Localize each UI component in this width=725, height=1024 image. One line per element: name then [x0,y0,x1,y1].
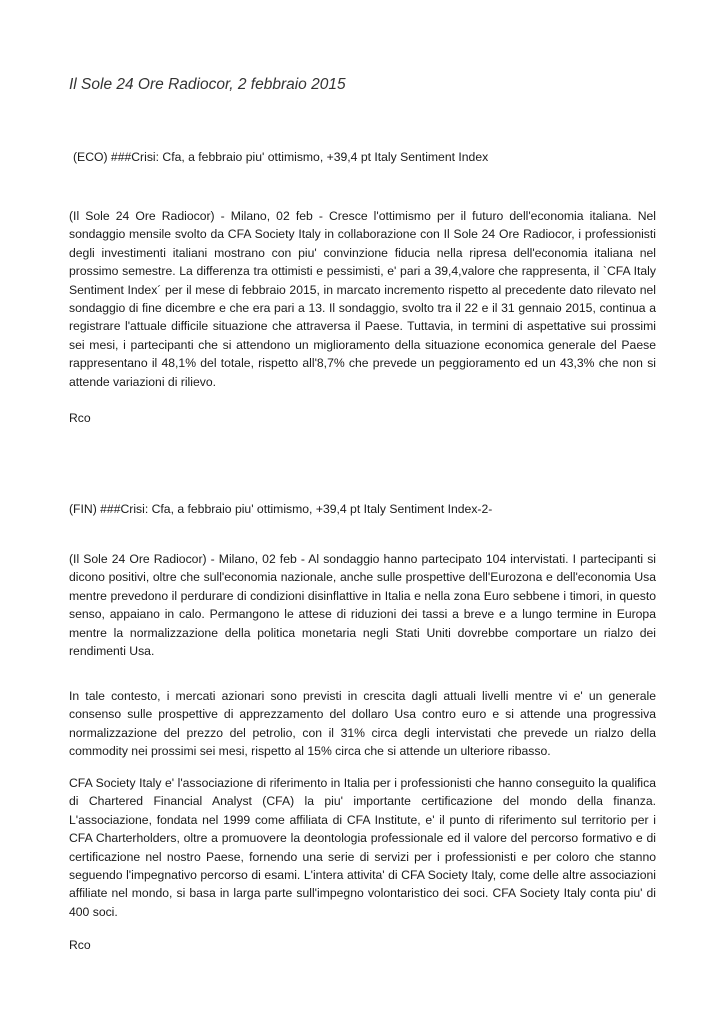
article1-signature: Rco [69,411,91,425]
article1-body: (Il Sole 24 Ore Radiocor) - Milano, 02 feb - Cresce l'ottimismo per il futuro dell'economia italiana. Nel sondaggio mensile svolto da CFA Society Italy in collaborazione con Il Sole 24 Ore Radiocor, i professionisti degli investimenti italiani mostrano con piu' convinzione fiducia nella ripresa dell'economia italiana nel prossimo semestre. La differenza tra ottimisti e pessimisti, e' pari a 39,4,valore che rappresenta, il `CFA Italy Sentiment Index´ per il mese di febbraio 2015, in marcato incremento rispetto al precedente dato rilevato nel sondaggio di fine dicembre e che era pari a 13. Il sondaggio, svolto tra il 22 e il 31 gennaio 2015, continua a registrare l'attuale difficile situazione che attraversa il Paese. Tuttavia, in termini di aspettative sui prossimi sei mesi, i partecipanti che si attendono un miglioramento della situazione economica generale del Paese rappresentano il 48,1% del totale, rispetto all'8,7% che prevede un peggioramento ed un 43,3% che non si attende variazioni di rilievo. [69,209,656,389]
article1-headline: (ECO) ###Crisi: Cfa, a febbraio piu' ottimismo, +39,4 pt Italy Sentiment Index [73,150,489,164]
document-header-title: Il Sole 24 Ore Radiocor, 2 febbraio 2015 [69,76,346,93]
article2-paragraph-2: In tale contesto, i mercati azionari sono previsti in crescita dagli attuali livelli mentre vi e' un generale consenso sulle prospettive di apprezzamento del dollaro Usa contro euro e si attende una progressiva normalizzazione del prezzo del petrolio, con il 31% circa degli intervistati che prevede un rialzo della commodity nei prossimi sei mesi, rispetto al 15% circa che si attende un ulteriore ribasso. [69,689,656,759]
article2-headline: (FIN) ###Crisi: Cfa, a febbraio piu' ottimismo, +39,4 pt Italy Sentiment Index-2- [69,502,493,516]
article2-signature: Rco [69,938,91,952]
article2-paragraph-3: CFA Society Italy e' l'associazione di riferimento in Italia per i professionisti che hanno conseguito la qualifica di Chartered Financial Analyst (CFA) la piu' importante certificazione del mondo della finanza. L'associazione, fondata nel 1999 come affiliata di CFA Institute, e' il punto di riferimento sul territorio per i CFA Charterholders, oltre a promuovere la deontologia professionale ed il valore del percorso formativo e di certificazione nel nostro Paese, fornendo una serie di servizi per i professionisti e per coloro che stanno seguendo l'impegnativo percorso di esami. L'intera attivita' di CFA Society Italy, come delle altre associazioni affiliate nel mondo, si basa in larga parte sull'impegno volontaristico dei soci. CFA Society Italy conta piu' di 400 soci. [69,776,656,919]
article2-paragraph-1: (Il Sole 24 Ore Radiocor) - Milano, 02 feb - Al sondaggio hanno partecipato 104 intervistati. I partecipanti si dicono positivi, oltre che sull'economia nazionale, anche sulle prospettive dell'Eurozona e dell'economia Usa mentre prevedono il perdurare di condizioni disinflattive in Italia e nella zona Euro sebbene i timori, in questo senso, appaiano in calo. Permangono le attese di riduzioni dei tassi a breve e a lungo termine in Europa mentre la normalizzazione della politica monetaria negli Stati Uniti dovrebbe comportare un rialzo dei rendimenti Usa. [69,552,656,659]
